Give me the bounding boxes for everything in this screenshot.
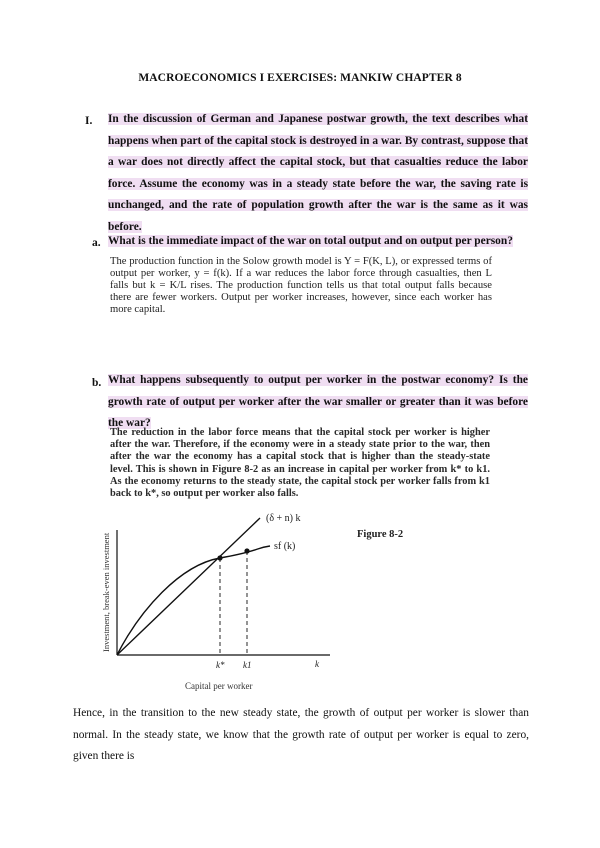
part-a-answer: The production function in the Solow growth model is Y = F(K, L), or expressed terms of output per worker, y = f(k). If a war reduces the labor force through casualties, then L falls but k = K/L rises. The production function tells us that total output falls because there are fewer workers. Output per worker increases, however, since each worker has more capital. bbox=[110, 256, 492, 315]
y-axis-label: Investment, break-even investment bbox=[101, 532, 111, 652]
part-b-label: b. bbox=[92, 377, 102, 389]
question-highlight: In the discussion of German and Japanese postwar growth, the text describes what happens when part of the capital stock is destroyed in a war. By contrast, suppose that a war does not directly affect the capital stock, but that casualties reduce the labor force. Assume the economy was in a steady state before the war, the saving rate is unchanged, and the rate of population growth after the war is the same as it was before. bbox=[108, 113, 528, 233]
part-b-highlight: What happens subsequently to output per worker in the postwar economy? Is the growth rate of output per worker after the war smaller or greater than it was before the war? bbox=[108, 374, 528, 430]
page-title: MACROECONOMICS I EXERCISES: MANKIW CHAPTER 8 bbox=[138, 72, 462, 84]
conclusion-text: Hence, in the transition to the new steady state, the growth of output per worker is slower than normal. In the steady state, we know that the growth rate of output per worker is equal to zero, given there is bbox=[73, 707, 529, 763]
question-label: I. bbox=[85, 115, 93, 127]
break-even-line bbox=[117, 518, 260, 655]
curve-label: sf (k) bbox=[274, 541, 296, 552]
steady-state-point bbox=[217, 555, 222, 560]
part-b-answer: The reduction in the labor force means that the capital stock per worker is higher after the war. Therefore, if the economy were in a steady state prior to the war, then after the war the economy has a capital stock that is higher than the steady-state level. This is shown in Figure 8-2 as an increase in capital per worker from k* to k1. As the economy returns to the steady state, the capital stock per worker falls from k1 back to k*, so output per worker also falls. bbox=[110, 427, 490, 500]
tick-k1: k1 bbox=[243, 660, 252, 670]
x-axis-label: Capital per worker bbox=[185, 681, 253, 691]
line-label: (δ + n) k bbox=[266, 513, 301, 524]
part-a-highlight: What is the immediate impact of the war on total output and on output per person? bbox=[108, 235, 513, 247]
k1-point bbox=[244, 548, 249, 553]
part-a-label: a. bbox=[92, 237, 101, 249]
axis-k-label: k bbox=[315, 659, 319, 669]
figure-caption: Figure 8-2 bbox=[357, 529, 404, 540]
tick-kstar: k* bbox=[216, 660, 225, 670]
